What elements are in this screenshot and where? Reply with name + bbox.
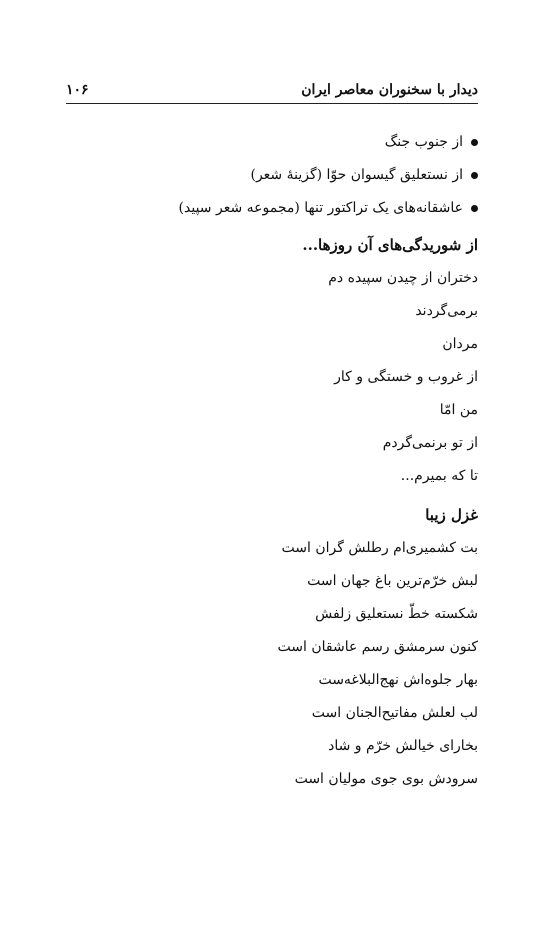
page-number: ۱۰۶ xyxy=(66,82,89,98)
poem-line: شکسته خطّ نستعلیق زلفش xyxy=(315,606,478,622)
poem-line: سرودش بوی جوی مولیان است xyxy=(294,771,478,787)
poem-line: دختران از چیدن سپیده دم xyxy=(328,270,478,286)
running-title: دیدار با سخنوران معاصر ایران xyxy=(301,82,478,98)
ghazal xyxy=(58,534,478,798)
list-item-text: از جنوب جنگ xyxy=(384,134,463,150)
running-header xyxy=(66,82,478,102)
poem-line: لب لعلش مفاتیح‌الجنان است xyxy=(311,705,478,721)
poem-line: بت کشمیری‌ام رطلش گران است xyxy=(281,540,478,556)
bullet-icon xyxy=(471,172,478,179)
poem-line: لبش خرّم‌ترین باغ جهان است xyxy=(307,573,478,589)
poem-excerpt xyxy=(58,264,478,495)
works-list xyxy=(58,128,478,227)
poem-line: تا که بمیرم... xyxy=(400,468,478,484)
poem-line: مردان xyxy=(442,336,478,352)
section-heading: از شوریدگی‌های آن روزها... xyxy=(302,236,478,254)
page-body xyxy=(58,128,478,798)
poem-line: از تو برنمی‌گردم xyxy=(382,435,478,451)
list-item xyxy=(58,161,478,194)
list-item-text: از نستعلیق گیسوان حوّا (گزینهٔ شعر) xyxy=(250,167,463,183)
bullet-icon xyxy=(471,205,478,212)
bullet-icon xyxy=(471,139,478,146)
list-item-text: عاشقانه‌های یک تراکتور تنها (مجموعه شعر سپید) xyxy=(178,200,463,216)
poem-line: بخارای خیالش خرّم و شاد xyxy=(328,738,478,754)
list-item xyxy=(58,194,478,227)
poem-line: از غروب و خستگی و کار xyxy=(334,369,478,385)
header-rule xyxy=(66,103,478,104)
poem-line: برمی‌گردند xyxy=(415,303,478,319)
list-item xyxy=(58,128,478,161)
poem-line: بهار جلوه‌اش نهج‌البلاغه‌ست xyxy=(318,672,478,688)
poem-line: من امّا xyxy=(439,402,478,418)
poem-line: کنون سرمشق رسم عاشقان است xyxy=(277,639,478,655)
section-heading: غزل زیبا xyxy=(425,506,478,524)
